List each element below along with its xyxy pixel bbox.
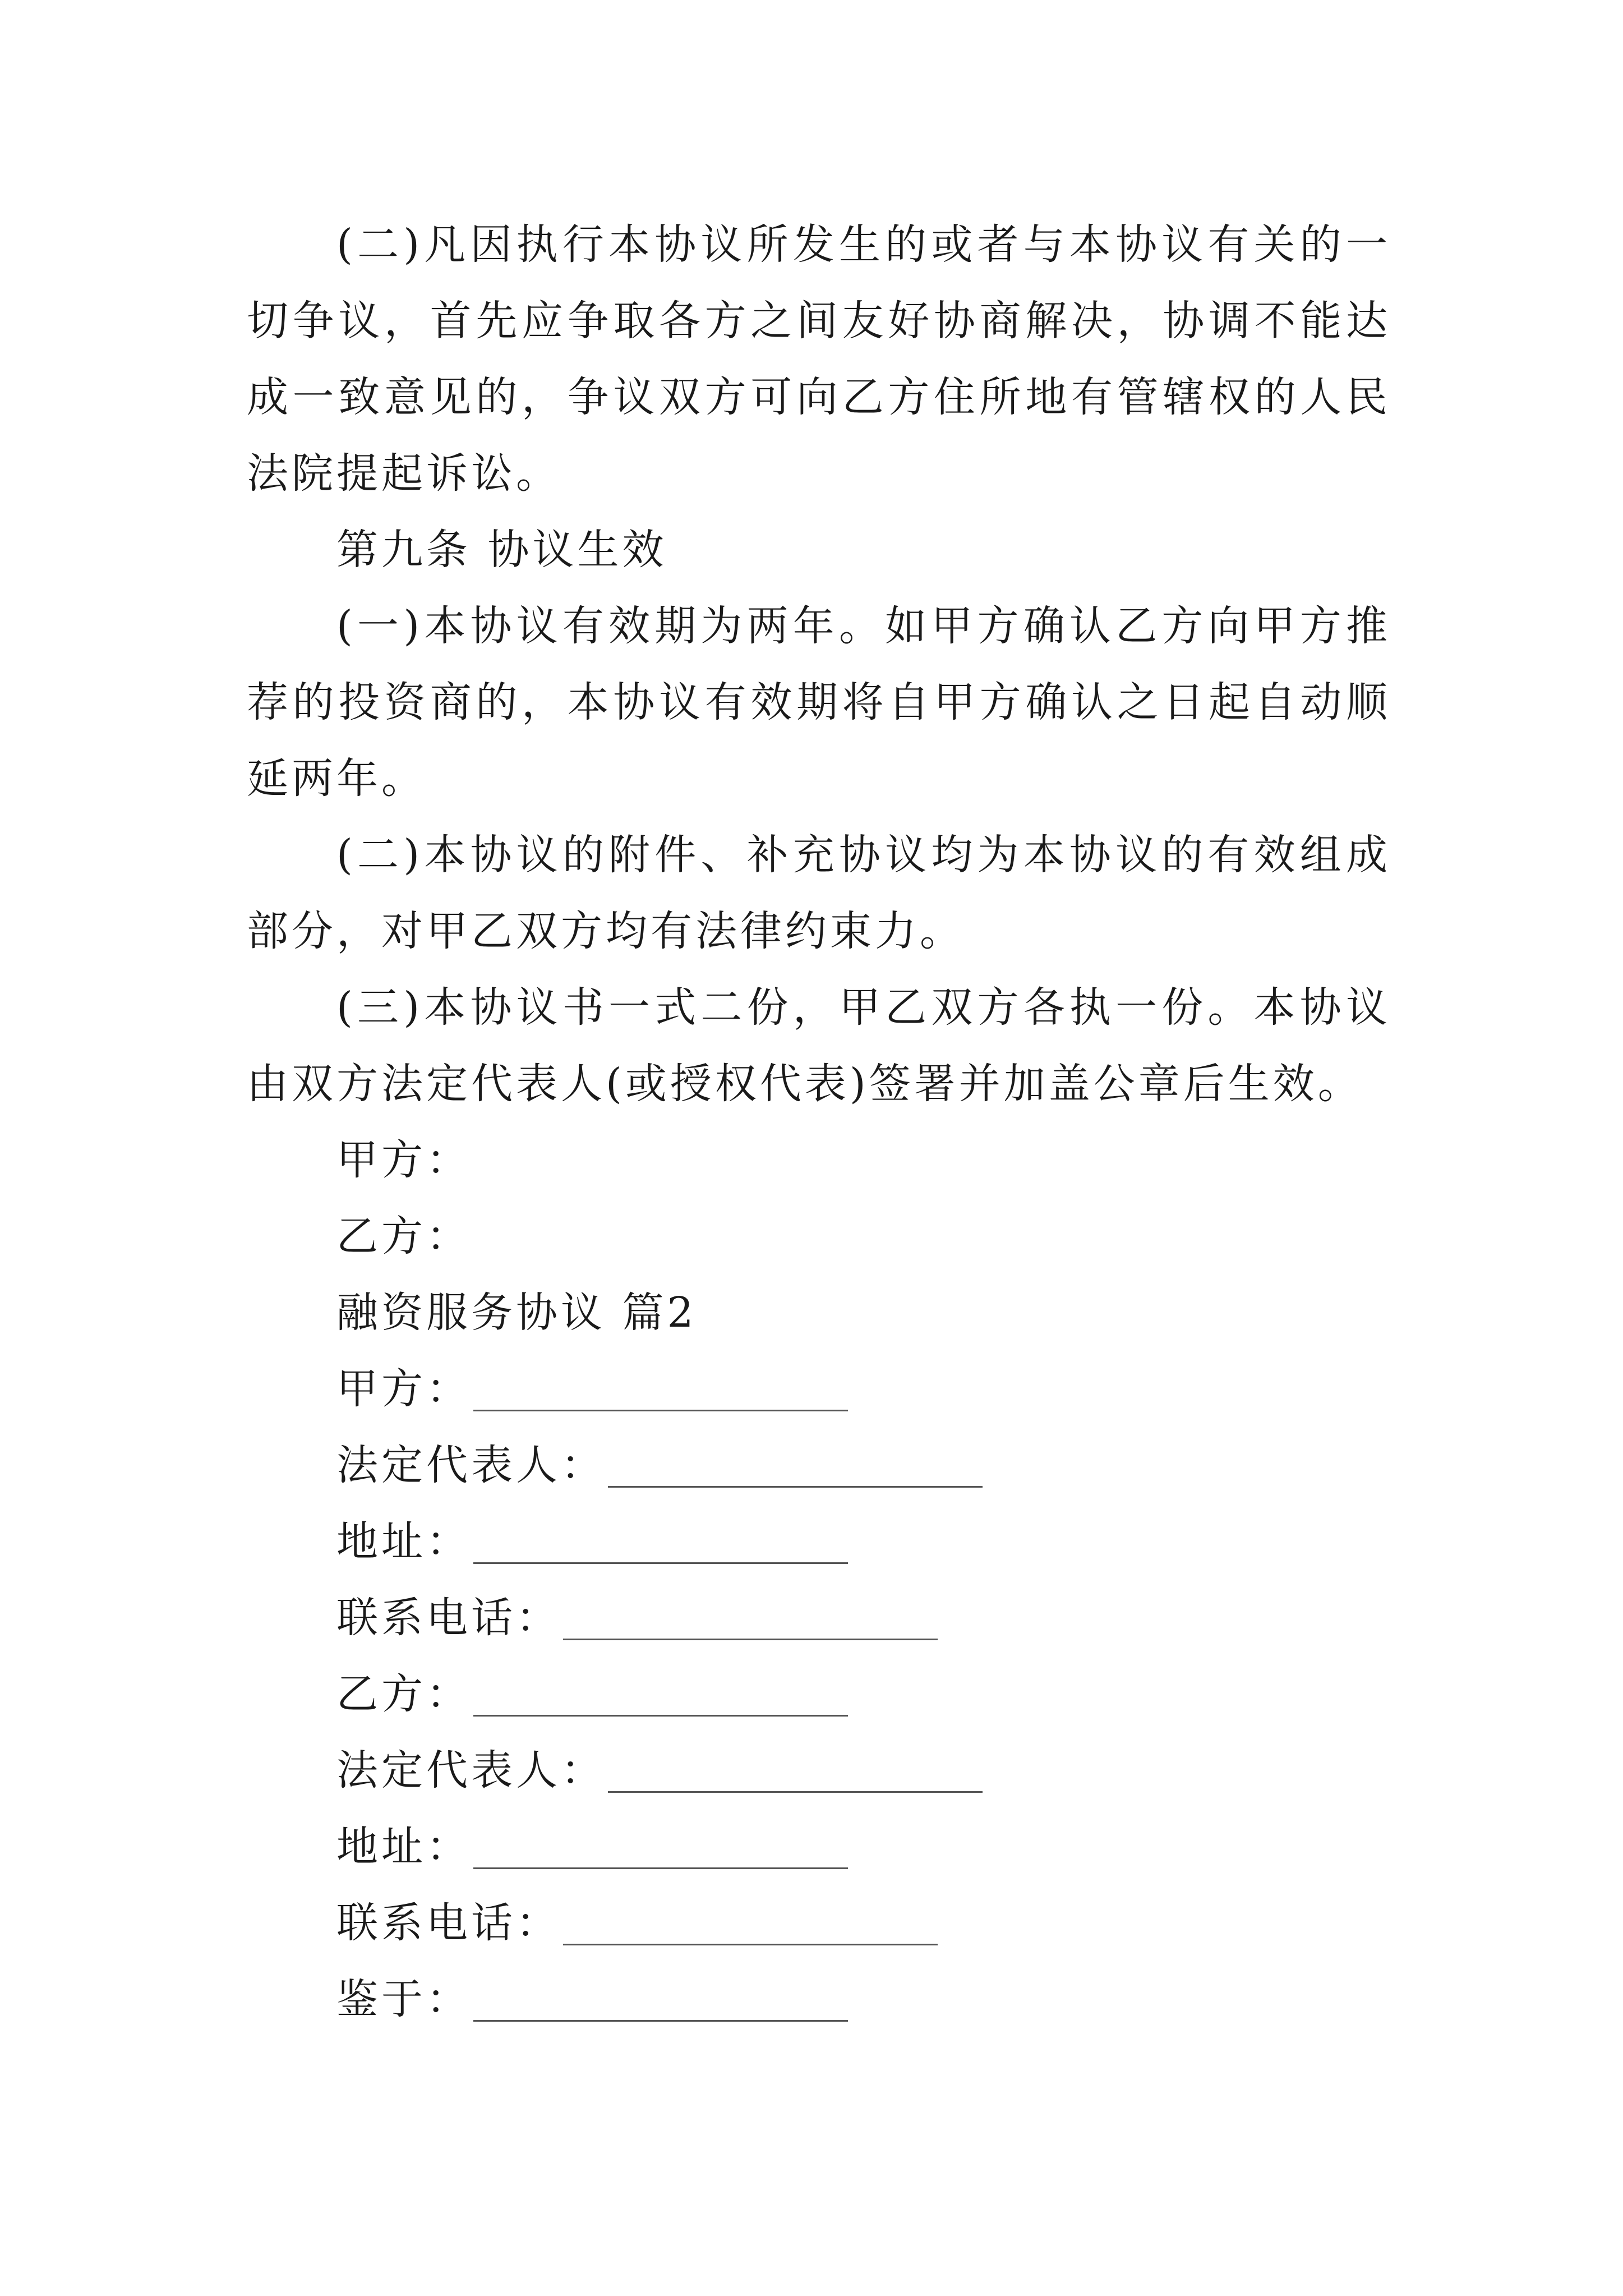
signature-party-b: 乙方： <box>336 1212 471 1260</box>
blank-line <box>473 1845 848 1869</box>
field-label: 联系电话： <box>336 1594 561 1642</box>
field-whereas <box>247 1961 1391 2037</box>
signature-party-a: 甲方： <box>336 1136 471 1184</box>
paragraph-copies: (三)本协议书一式二份，甲乙双方各执一份。本协议由双方法定代表人(或授权代表)签署并加盖公章后生效。 <box>247 983 1391 1108</box>
paragraph-dispute-resolution: (二)凡因执行本协议所发生的或者与本协议有关的一切争议，首先应争取各方之间友好协商解决，协调不能达成一致意见的，争议双方可向乙方住所地有管辖权的人民法院提起诉讼。 <box>247 220 1391 498</box>
field-party-b <box>247 1656 1391 1732</box>
field-label: 鉴于： <box>336 1975 471 2023</box>
field-label: 地址： <box>336 1517 471 1566</box>
field-party-b-phone <box>247 1885 1391 1961</box>
paragraph-validity-period: (一)本协议有效期为两年。如甲方确认乙方向甲方推荐的投资商的，本协议有效期将自甲方确认之日起自动顺延两年。 <box>247 602 1391 803</box>
section-title: 融资服务协议 篇2 <box>336 1289 697 1337</box>
blank-line <box>563 1616 938 1640</box>
blank-line <box>473 1692 848 1717</box>
blank-line <box>473 1387 848 1411</box>
field-party-a-address <box>247 1503 1391 1580</box>
field-party-a-legal-rep <box>247 1427 1391 1503</box>
field-label: 甲方： <box>336 1365 471 1413</box>
blank-line <box>608 1769 983 1793</box>
blank-line <box>473 1998 848 2022</box>
field-party-a-phone <box>247 1580 1391 1656</box>
document-body <box>247 206 1391 2037</box>
field-label: 法定代表人： <box>336 1746 606 1795</box>
paragraph-attachments: (二)本协议的附件、补充协议均为本协议的有效组成部分，对甲乙双方均有法律约束力。 <box>247 831 1391 955</box>
article-nine-heading: 第九条 协议生效 <box>336 526 667 574</box>
blank-line <box>608 1464 983 1488</box>
field-label: 法定代表人： <box>336 1441 606 1489</box>
field-label: 乙方： <box>336 1670 471 1718</box>
blank-line <box>473 1540 848 1564</box>
blank-line <box>563 1921 938 1945</box>
field-party-b-address <box>247 1809 1391 1885</box>
field-party-a <box>247 1351 1391 1427</box>
field-party-b-legal-rep <box>247 1732 1391 1809</box>
field-label: 联系电话： <box>336 1899 561 1947</box>
field-label: 地址： <box>336 1823 471 1871</box>
